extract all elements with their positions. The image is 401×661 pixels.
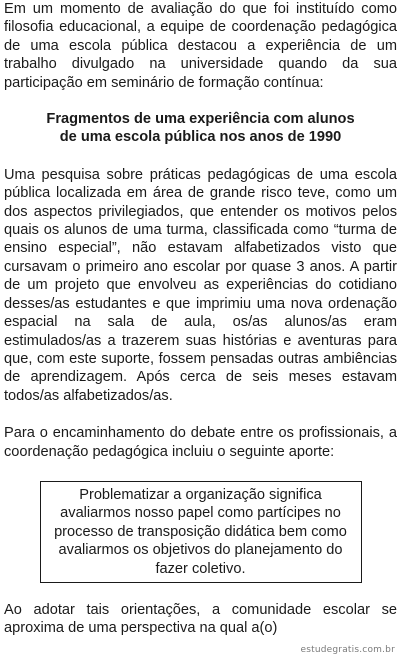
excerpt-body: Uma pesquisa sobre práticas pedagógicas de uma escola pública localizada em área de grande risco teve, como um dos aspectos privilegiados, que entender os motivos pelos quais os alunos de uma turma, classificada como “turma de ensino especial”, não estavam alfabetizados visto que cursavam o primeiro ano escolar por quase 3 anos. A partir de um projeto que envolveu as experiências do cotidiano desses/as estudantes e que imprimiu uma nova ordenação espacial na sala de aula, os/as alunos/as eram estimulados/as a trazerem suas histórias e aventuras para que, com este suporte, fossem pensadas outras ambiências de aprendizagem. Após cerca de seis meses estavam todos/as alfabetizados/as.	[4, 166, 397, 404]
intro-paragraph: Em um momento de avaliação do que foi instituído como filosofia educacional, a equipe de coordenação pedagógica de uma escola pública destacou a experiência de um trabalho divulgado na universidade quando da sua participação em seminário de formação contínua:	[4, 1, 397, 91]
excerpt-title-line-2: de uma escola pública nos anos de 1990	[59, 129, 342, 146]
transition-paragraph: Para o encaminhamento do debate entre os profissionais, a coordenação pedagógica incluiu o seguinte aporte:	[4, 425, 397, 460]
site-watermark: estudegratis.com.br	[300, 645, 395, 655]
question-document	[4, 0, 397, 638]
excerpt-title	[4, 110, 397, 147]
question-stem: Ao adotar tais orientações, a comunidade escolar se aproxima de uma perspectiva na qual a(o)	[4, 601, 397, 637]
excerpt-title-line-1: Fragmentos de uma experiência com alunos	[46, 111, 355, 128]
quote-box: Problematizar a organização significa avaliarmos nosso papel como partícipes no processo de transposição didática bem como avaliarmos os objetivos do planejamento do fazer coletivo.	[40, 481, 362, 583]
